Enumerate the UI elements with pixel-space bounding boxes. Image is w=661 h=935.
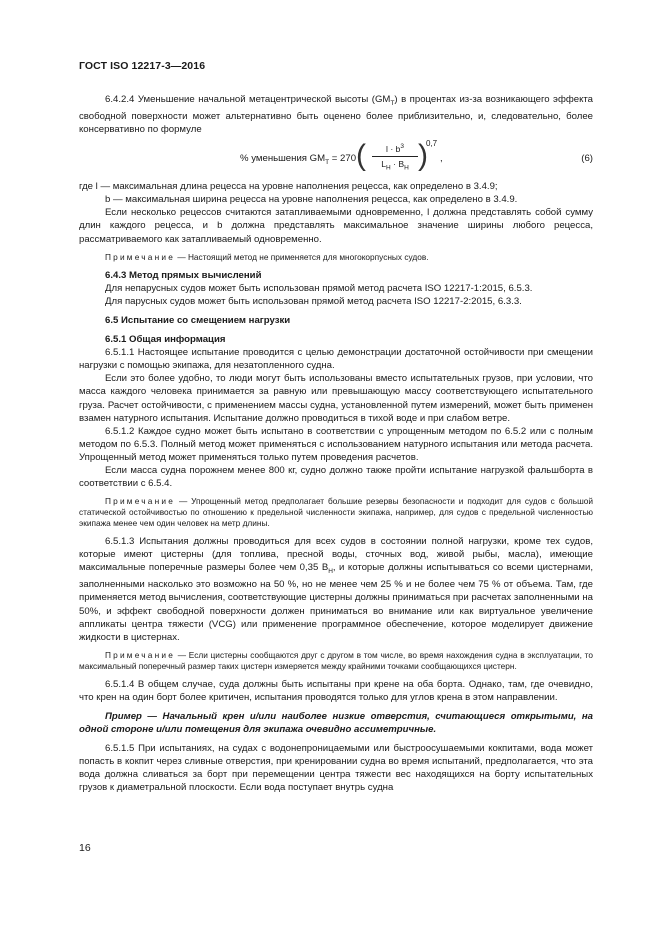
formula-comma: , <box>440 153 443 165</box>
page-number: 16 <box>79 842 91 854</box>
document-header: ГОСТ ISO 12217-3—2016 <box>79 60 206 72</box>
left-paren: ( <box>356 139 366 173</box>
paragraph-6-4-3-b: Для парусных судов может быть использован прямой метод расчета ISO 12217-2:2015, 6.3.3. <box>105 295 522 307</box>
formula-number: (6) <box>581 153 593 165</box>
page-content <box>79 93 593 795</box>
heading-6-4-3: 6.4.3 Метод прямых вычислений <box>105 269 262 281</box>
where-l: где l — максимальная длина рецесса на уровне наполнения рецесса, как определено в 3.4.9; <box>79 181 498 193</box>
paragraph-recesses: Если несколько рецессов считаются затапливаемыми одновременно, l должна представлять собой сумму длин каждого рецесса, и b должна представлять максимальное значение ширины любого рецесса, рассматриваемого как затапливаемый одновременно. <box>79 207 593 245</box>
paragraph-6-5-1-5: 6.5.1.5 При испытаниях, на судах с водонепроницаемыми или быстроосушаемыми кокпитами, вода может попасть в кокпит через сливные отверстия, при кренировании судна во время испытаний, предполагается, что эта вода должна сливаться за борт при перемещении центра тяжести вес находящихся на борту испытательных грузов к диаметральной плоскости. Если вода поступает внутрь судна <box>79 743 593 794</box>
fraction-denominator: $L_H \cdot B_H$ <box>381 159 409 172</box>
note-3: Примечание — Если цистерны сообщаются друг с другом в том числе, во время нахождения судна в эксплуатации, то максимальный поперечный размер таких цистерн измеряется между крайними точками сообщающихся цистерн. <box>79 649 593 671</box>
paragraph-6-5-1-1: 6.5.1.1 Настоящее испытание проводится с целью демонстрации достаточной остойчивости при смещении нагрузки с помощью экипажа, для незатопленного судна. <box>79 347 593 372</box>
paragraph-6-5-1-3: 6.5.1.3 Испытания должны проводиться для всех судов в состоянии полной нагрузки, кроме тех судов, которые имеют цистерны (для топлива, пресной воды, сточных вод, живой рыбы, масла), имеющие максимальные поперечные размеры более чем 0,35 $B_H$, и которые должны испытываться со всеми цистернами, заполненными насколько это возможно на 50 %, но не менее чем 25 % и не более чем 75 % от объема. Там, где применяется метод вычисления, соответствующие цистерны должны приниматься при расчетах заполненными на 50%, и эффект свободной поверхности должен приниматься во внимание или как виртуальное увеличение аппликаты центра тяжести (VCG) или применение программное обеспечение, которое моделирует движение жидкости в цистернах. <box>79 536 593 643</box>
paragraph-6-5-1-1-b: Если это более удобно, то люди могут быть использованы вместо испытательных грузов, при условии, что масса каждого человека принимается за равную или превышающую массу соответствующего испытательного груза. Расчет остойчивости, с применением массы судна, установленной путем измерений, может быть применен взамен натурного испытания. Испытание должно проводиться в тихой воде и при слабом ветре. <box>79 373 593 424</box>
right-paren: ) <box>418 139 428 173</box>
note-1: Примечание — Настоящий метод не применяется для многокорпусных судов. <box>105 251 429 262</box>
paragraph-6-4-3-a: Для непарусных судов может быть использован прямой метод расчета ISO 12217-1:2015, 6.5.3. <box>105 282 533 294</box>
heading-6-5-1: 6.5.1 Общая информация <box>105 334 226 346</box>
formula-6 <box>79 136 593 180</box>
formula-fraction <box>372 141 418 175</box>
fraction-numerator: $l \cdot b^3$ <box>372 141 418 157</box>
paragraph-6-5-1-2: 6.5.1.2 Каждое судно может быть испытано в соответствии с упрощенным методом по 6.5.2 или с полным методом по 6.5.3. Полный метод может применяться с использованием натурного испытания или метода расчета. Упрощенный метод может применяться только путем проведения расчетов. <box>79 425 593 463</box>
formula-exponent: 0,7 <box>426 139 438 149</box>
paragraph-6-4-2-4: 6.4.2.4 Уменьшение начальной метацентрической высоты $(GM_T)$ в процентах из-за возникающего эффекта свободной поверхности может альтернативно быть оценено более приблизительно, и, следовательно, более консервативно по формуле <box>79 94 593 136</box>
example: Пример — Начальный крен и/или наиболее низкие отверстия, считающиеся открытыми, на одной стороне и/или помещения для экипажа очевидно ассиметричные. <box>79 711 593 736</box>
paragraph-6-5-1-2-b: Если масса судна порожнем менее 800 кг, судно должно также пройти испытание нагрузкой фальшборта в соответствии с 6.5.4. <box>79 464 593 490</box>
note-2: Примечание — Упрощенный метод предполагает большие резервы безопасности и подходит для судов с большой статической остойчивостью по отношению к предельной численности экипажа, например, для судов с предельной численностью экипажа менее чем один человек на метр длины. <box>79 496 593 529</box>
heading-6-5: 6.5 Испытание со смещением нагрузки <box>105 314 291 326</box>
where-b: b — максимальная ширина рецесса на уровне наполнения рецесса, как определено в 3.4.9. <box>105 194 518 206</box>
paragraph-6-5-1-4: 6.5.1.4 В общем случае, суда должны быть испытаны при крене на оба борта. Однако, там, где очевидно, что крен на один борт более критичен, испытания проводятся только для углов крена в этом направлении. <box>79 678 593 703</box>
formula-left: % уменьшения $GM_T = 270$ <box>240 153 357 167</box>
